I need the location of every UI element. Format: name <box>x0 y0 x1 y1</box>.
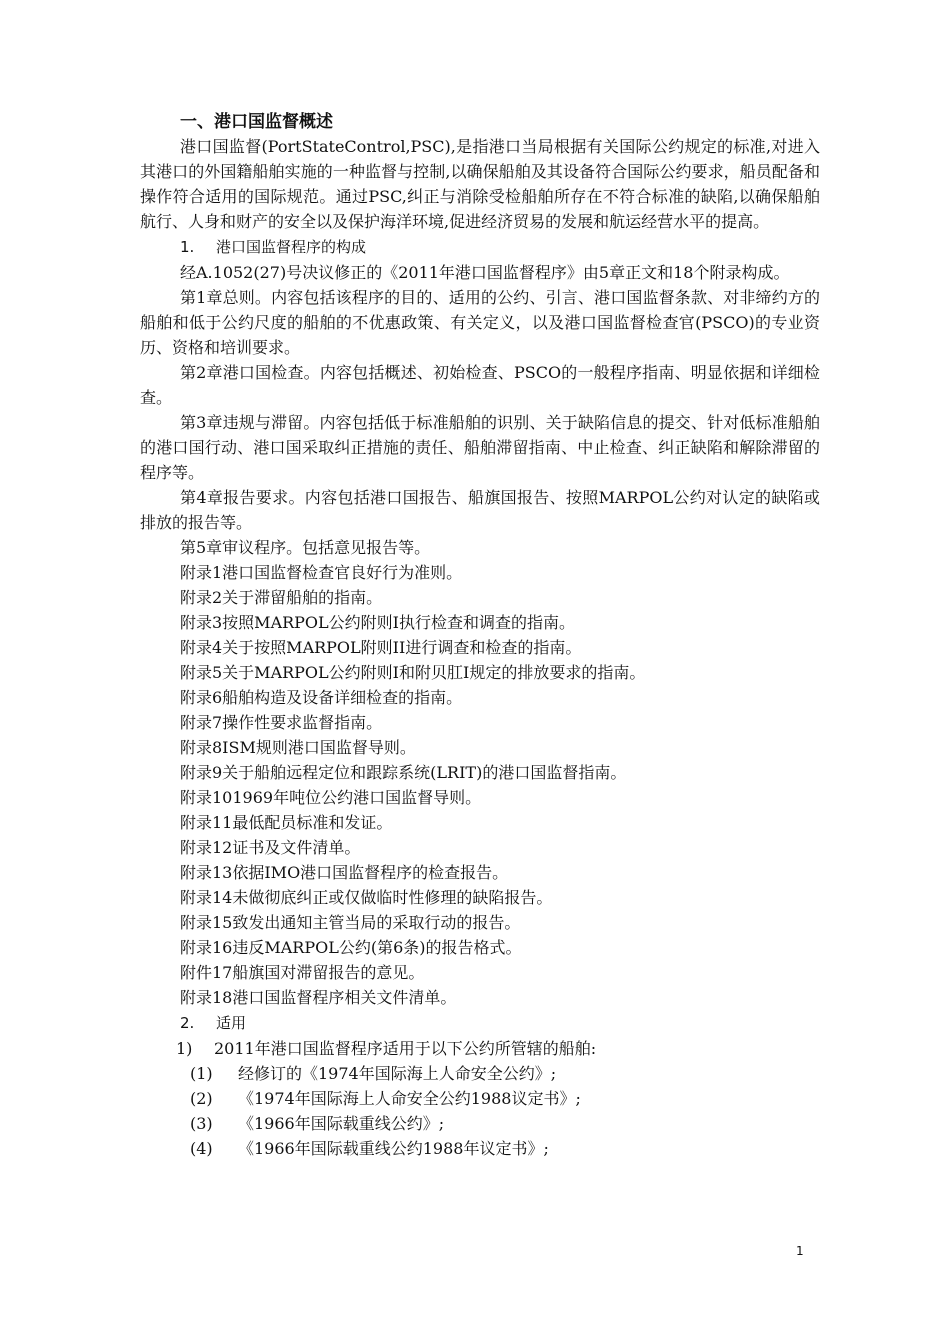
appendix-line: 附录6船舶构造及设备详细检查的指南。 <box>180 688 463 707</box>
sub-item-text: 《1974年国际海上人命安全公约1988议定书》; <box>238 1089 581 1108</box>
sub-item-text: 经修订的《1974年国际海上人命安全公约》; <box>238 1064 557 1083</box>
sub-item <box>140 1136 820 1161</box>
sub-item <box>140 1111 820 1136</box>
sub-item-number: (1) <box>190 1064 213 1083</box>
appendix-line: 附录16违反MARPOL公约(第6条)的报告格式。 <box>180 938 522 957</box>
chapter-line: 第5章审议程序。包括意见报告等。 <box>180 538 431 557</box>
subsection-number: 1. <box>180 238 195 256</box>
appendix-line: 附录12证书及文件清单。 <box>180 838 361 857</box>
subsection-heading-1 <box>140 234 820 260</box>
appendix-line: 附录101969年吨位公约港口国监督导则。 <box>180 788 482 807</box>
appendix-line: 附录18港口国监督程序相关文件清单。 <box>180 988 457 1007</box>
appendix-line: 附录14未做彻底纠正或仅做临时性修理的缺陷报告。 <box>180 888 553 907</box>
appendix-line: 附录13依据IMO港口国监督程序的检查报告。 <box>180 863 509 882</box>
appendix-line: 附录15致发出通知主管当局的采取行动的报告。 <box>180 913 521 932</box>
sub-item <box>140 1061 820 1086</box>
sub-item-number: (4) <box>190 1139 213 1158</box>
appendix-line: 附录4关于按照MARPOL附则II进行调查和检查的指南。 <box>180 638 582 657</box>
paragraph: 第1章总则。内容包括该程序的目的、适用的公约、引言、港口国监督条款、对非缔约方的船舶和低于公约尺度的船舶的不优惠政策、有关定义，以及港口国监督检查官(PSCO)的专业资历、资格和培训要求。 <box>140 288 820 357</box>
appendix-line: 附录3按照MARPOL公约附则Ⅰ执行检查和调查的指南。 <box>180 613 575 632</box>
appendix-line: 附件17船旗国对滞留报告的意见。 <box>180 963 425 982</box>
sub-item-text: 《1966年国际载重线公约1988年议定书》; <box>238 1139 549 1158</box>
appendix-line: 附录7操作性要求监督指南。 <box>180 713 383 732</box>
appendix-line: 附录11最低配员标准和发证。 <box>180 813 393 832</box>
section-heading: 一、港口国监督概述 <box>180 112 333 132</box>
subsection-number: 2. <box>180 1014 195 1032</box>
document-body <box>140 110 820 1161</box>
appendix-line: 附录2关于滞留船舶的指南。 <box>180 588 383 607</box>
item-number: 1) <box>176 1039 193 1058</box>
appendix-line: 附录1港口国监督检查官良好行为准则。 <box>180 563 463 582</box>
item-text: 2011年港口国监督程序适用于以下公约所管辖的船舶: <box>214 1039 597 1058</box>
numbered-item <box>140 1036 820 1061</box>
appendix-line: 附录8ISM规则港口国监督导则。 <box>180 738 416 757</box>
subsection-title: 适用 <box>216 1014 247 1032</box>
paragraph: 第4章报告要求。内容包括港口国报告、船旗国报告、按照MARPOL公约对认定的缺陷或排放的报告等。 <box>140 488 820 532</box>
paragraph: 第3章违规与滞留。内容包括低于标准船舶的识别、关于缺陷信息的提交、针对低标准船舶的港口国行动、港口国采取纠正措施的责任、船舶滞留指南、中止检查、纠正缺陷和解除滞留的程序等。 <box>140 413 820 482</box>
sub-item-text: 《1966年国际载重线公约》; <box>238 1114 445 1133</box>
appendix-line: 附录9关于船舶远程定位和跟踪系统(LRIT)的港口国监督指南。 <box>180 763 627 782</box>
sub-item-number: (2) <box>190 1089 213 1108</box>
subsection-heading-2 <box>140 1010 820 1036</box>
subsection-title: 港口国监督程序的构成 <box>216 238 367 256</box>
sub-item <box>140 1086 820 1111</box>
sub-item-number: (3) <box>190 1114 213 1133</box>
paragraph: 第2章港口国检查。内容包括概述、初始检查、PSCO的一般程序指南、明显依据和详细检查。 <box>140 363 820 407</box>
appendix-line: 附录5关于MARPOL公约附则Ⅰ和附贝肛Ⅰ规定的排放要求的指南。 <box>180 663 646 682</box>
intro-paragraph: 港口国监督(PortStateControl,PSC),是指港口当局根据有关国际公约规定的标准,对进入其港口的外国籍船舶实施的一种监督与控制,以确保船舶及其设备符合国际公约要求，船员配备和操作符合适用的国际规范。通过PSC,纠正与消除受检船舶所存在不符合标准的缺陷,以确保船舶航行、人身和财产的安全以及保护海洋环境,促进经济贸易的发展和航运经营水平的提高。 <box>140 137 820 231</box>
paragraph: 经A.1052(27)号决议修正的《2011年港口国监督程序》由5章正文和18个附录构成。 <box>180 263 790 282</box>
page-number: 1 <box>796 1244 804 1258</box>
